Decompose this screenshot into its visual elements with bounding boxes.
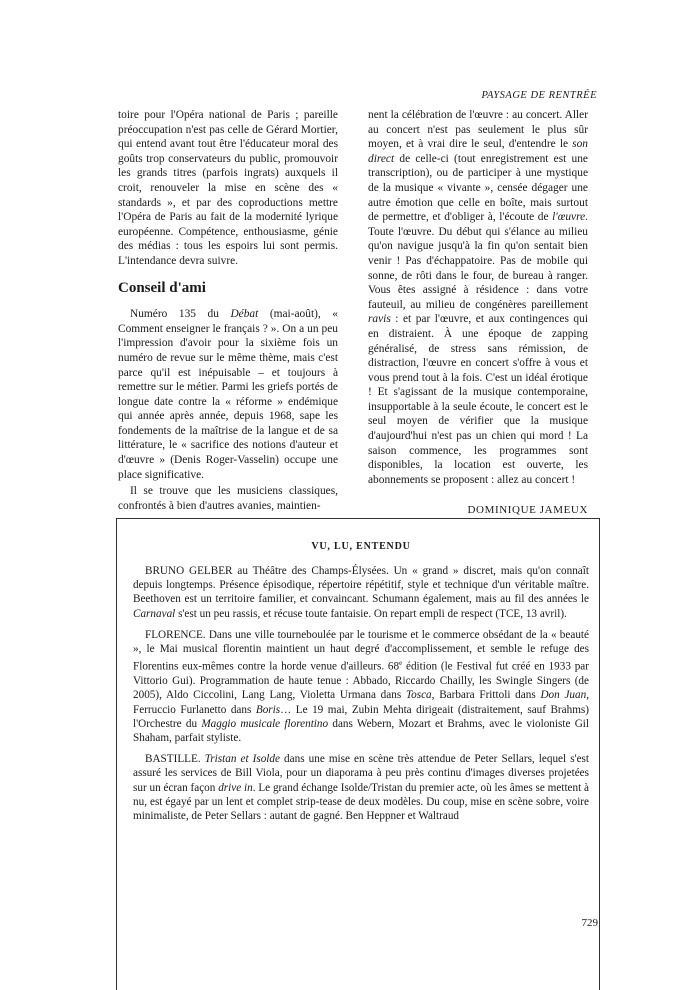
box-paragraph-florence (133, 628, 589, 745)
journal-title: Débat (230, 308, 259, 321)
left-column (118, 108, 338, 515)
text-run: : et par l'œuvre, et aux contingences qui en distraient. À une époque de zapping généralisé, de stress sans rémission, de distraction, l'œuvre en concert s'offre à vous et vous prend tout à la fois. C'est un idéal érotique ! Et s'agissant de la musique contemporaine, insupportable à la seule écoute, le concert est le seul moyen de vérifier que la musique d'aujourd'hui n'est pas un chien qui mord ! La saison commence, les programmes sont disponibles, la location est ouverte, les abonnements se proposent : allez au concert ! (368, 313, 588, 486)
italic-maggio: Maggio musicale florentino (201, 717, 329, 730)
left-paragraph-1: toire pour l'Opéra national de Paris ; pareille préoccupation n'est pas celle de Gérard Mortier, qui entend avant tout être l'éducateur moral des goûts trop conservateurs du public, promouvoir les grands titres (parfois ingrats) auxquels il croit, renouveler la mise en scène des « standards », et par des coproductions mettre l'Opéra de Paris au fait de la modernité lyrique européenne. Compétence, enthousiasme, génie des médias : tous les espoirs lui sont permis. L'intendance devra suivre. (118, 109, 338, 267)
italic-tristan: Tristan et Isolde (204, 753, 280, 766)
box-paragraph-bastille (133, 752, 589, 823)
text-run: FLORENCE. Dans une ville tourneboulée par le tourisme et le commerce obsédant de la « beauté », le Mai musical florentin maintient un haut degré d'accomplissement, et semble le refuge des Florentins eux-mêmes contre la horde venue d'ailleurs. 68 (133, 628, 589, 673)
italic-carnaval: Carnaval (133, 607, 176, 620)
italic-drive-in: drive in (218, 781, 253, 794)
text-run: BASTILLE. (145, 753, 205, 766)
left-paragraph-3: Il se trouve que les musiciens classiques, confrontés à bien d'autres avanies, maintien- (118, 485, 338, 512)
section-heading: Conseil d'ami (118, 279, 206, 296)
text-run: édition (le Festival fut créé en 1933 par Vittorio Gui). Programmation de haute tenue : Abbado, Riccardo Chailly, les Swingle Singers (de 2005), Aldo Ciccolini, Lang Lang, Violetta Urmana dans (133, 660, 589, 702)
text-run: , Barbara Frittoli dans (431, 689, 541, 702)
sidebar-box (116, 518, 600, 990)
italic-son-direct: son direct (368, 138, 588, 165)
right-paragraph-1 (368, 108, 588, 487)
left-paragraph-2 (118, 307, 338, 482)
italic-boris: Boris (255, 703, 281, 716)
text-run: nent la célébration de l'œuvre : au concert. Aller au concert n'est pas seulement le plus sûr moyen, et à vrai dire le seul, d'entendre le (368, 109, 588, 151)
box-title: VU, LU, ENTENDU (311, 541, 411, 552)
text-run: de celle-ci (tout enregistrement est une transcription), ou de participer à une mystique de la musique « vivante », censée dégager une autre émotion que celle en boîte, mais surtout de permettre, et d'obliger à, l'écoute de (368, 152, 588, 224)
text-run: . Le grand échange Isolde/Tristan du premier acte, où les âmes se mettent à nu, est égayé par un lent et complet strip-tease de deux modèles. Du coup, mise en scène sobre, voire minimaliste, de Peter Sellars : autant de gagné. Ben Heppner et Waltraud (133, 781, 590, 822)
text-run: dans Webern, Mozart et Brahms, avec le violoniste Gil Shaham, parfait styliste. (133, 717, 589, 744)
text-run: (mai-août), « Comment enseigner le français ? ». On a un peu l'impression d'avoir pour la sixième fois un numéro de revue sur le même thème, mais c'est parce qu'il est inépuisable – et toujours à remettre sur le métier. Parmi les griefs portés de longue date contre la « réforme » endémique qui année après année, depuis 1968, sape les fondements de la maîtrise de la langue et de sa littérature, le « sacrifice des notions d'auteur et d'œuvre » (Denis Roger-Vasselin) occupe une place significative. (118, 308, 338, 481)
italic-oeuvre: l'œuvre (552, 211, 586, 224)
text-run: Numéro 135 du (130, 308, 231, 321)
superscript: e (399, 659, 403, 668)
text-run: … Le 19 mai, Zubin Mehta dirigeait (distraitement, sauf Brahms) l'Orchestre du (133, 703, 589, 730)
author-signature: DOMINIQUE JAMEUX (467, 504, 588, 517)
text-run: , Ferruccio Furlanetto dans (133, 689, 589, 716)
right-column (368, 108, 588, 518)
text-run: s'est un peu rassis, et récuse toute fantaisie. On repart empli de respect (TCE, 13 avril). (175, 607, 567, 620)
page-number: 729 (581, 917, 598, 929)
italic-ravis: ravis (368, 313, 391, 326)
text-run: . Toute l'œuvre. Du début qui s'élance au milieu qu'on navigue jusqu'à la fin qu'on sentait bien venir ! Pas d'échappatoire. Pas de mobile qui sonne, de rôti dans le four, de bureau à ranger. Vous êtes assigné à résidence : dans votre fauteuil, au milieu de congénères pareillement (368, 211, 588, 311)
text-run: dans une mise en scène très attendue de Peter Sellars, lequel s'est assuré les services de Bill Viola, pour un diaporama à peu près continu d'images diverses projetées sur un écran façon (133, 753, 589, 794)
text-run: BRUNO GELBER au Théâtre des Champs-Élysées. Un « grand » discret, mais qu'on connaît depuis longtemps. Présence épisodique, répertoire répétitif, style et technique d'un véritable maître. Beethoven est un territoire familier, et convaincant. Schumann également, mais au fil des années le (133, 565, 589, 606)
italic-tosca: Tosca (405, 689, 432, 702)
running-head: PAYSAGE DE RENTRÉE (481, 90, 597, 101)
italic-don-juan: Don Juan (540, 689, 587, 702)
box-paragraph-gelber (133, 564, 589, 621)
